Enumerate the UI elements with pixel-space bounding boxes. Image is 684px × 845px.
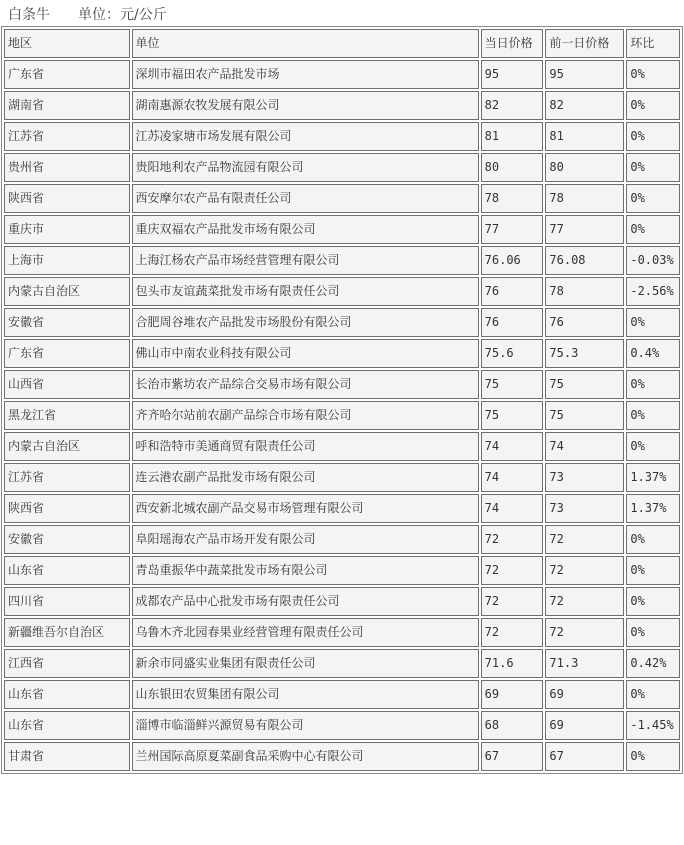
table-row: [4, 215, 680, 244]
column-header-unit: 单位: [132, 29, 479, 58]
cell-current-price: 74: [481, 494, 544, 523]
cell-change: 1.37%: [626, 463, 680, 492]
cell-current-price: 72: [481, 556, 544, 585]
table-row: [4, 525, 680, 554]
cell-change: 0%: [626, 618, 680, 647]
cell-previous-price: 81: [545, 122, 624, 151]
cell-unit: 上海江杨农产品市场经营管理有限公司: [132, 246, 479, 275]
cell-previous-price: 69: [545, 711, 624, 740]
cell-unit: 淄博市临淄鲜兴源贸易有限公司: [132, 711, 479, 740]
table-row: [4, 91, 680, 120]
cell-change: 0%: [626, 308, 680, 337]
cell-current-price: 78: [481, 184, 544, 213]
cell-current-price: 76: [481, 277, 544, 306]
cell-previous-price: 76: [545, 308, 624, 337]
category-label: 白条牛: [8, 7, 50, 23]
cell-unit: 阜阳瑶海农产品市场开发有限公司: [132, 525, 479, 554]
cell-unit: 兰州国际高原夏菜副食品采购中心有限公司: [132, 742, 479, 771]
cell-previous-price: 95: [545, 60, 624, 89]
cell-region: 山东省: [4, 711, 130, 740]
cell-region: 广东省: [4, 339, 130, 368]
cell-current-price: 74: [481, 463, 544, 492]
cell-unit: 山东银田农贸集团有限公司: [132, 680, 479, 709]
table-row: [4, 339, 680, 368]
table-row: [4, 308, 680, 337]
cell-region: 安徽省: [4, 525, 130, 554]
cell-region: 广东省: [4, 60, 130, 89]
cell-change: -0.03%: [626, 246, 680, 275]
cell-unit: 乌鲁木齐北园春果业经营管理有限责任公司: [132, 618, 479, 647]
cell-change: -2.56%: [626, 277, 680, 306]
cell-current-price: 72: [481, 587, 544, 616]
cell-unit: 成都农产品中心批发市场有限责任公司: [132, 587, 479, 616]
table-header-row: [4, 29, 680, 58]
table-row: [4, 277, 680, 306]
cell-region: 江西省: [4, 649, 130, 678]
cell-previous-price: 75: [545, 401, 624, 430]
cell-region: 陕西省: [4, 184, 130, 213]
cell-region: 重庆市: [4, 215, 130, 244]
table-row: [4, 711, 680, 740]
cell-previous-price: 75.3: [545, 339, 624, 368]
table-row: [4, 587, 680, 616]
cell-previous-price: 77: [545, 215, 624, 244]
cell-previous-price: 80: [545, 153, 624, 182]
table-row: [4, 153, 680, 182]
cell-region: 内蒙古自治区: [4, 277, 130, 306]
column-header-current-price: 当日价格: [481, 29, 544, 58]
cell-current-price: 72: [481, 525, 544, 554]
cell-region: 江苏省: [4, 463, 130, 492]
cell-region: 山西省: [4, 370, 130, 399]
cell-unit: 连云港农副产品批发市场有限公司: [132, 463, 479, 492]
cell-current-price: 82: [481, 91, 544, 120]
table-row: [4, 122, 680, 151]
cell-current-price: 74: [481, 432, 544, 461]
cell-region: 江苏省: [4, 122, 130, 151]
cell-current-price: 72: [481, 618, 544, 647]
cell-current-price: 95: [481, 60, 544, 89]
table-row: [4, 494, 680, 523]
cell-unit: 佛山市中南农业科技有限公司: [132, 339, 479, 368]
cell-unit: 合肥周谷堆农产品批发市场股份有限公司: [132, 308, 479, 337]
cell-previous-price: 72: [545, 587, 624, 616]
cell-current-price: 71.6: [481, 649, 544, 678]
table-row: [4, 556, 680, 585]
cell-region: 四川省: [4, 587, 130, 616]
cell-change: 0%: [626, 742, 680, 771]
cell-region: 陕西省: [4, 494, 130, 523]
cell-current-price: 75: [481, 401, 544, 430]
cell-current-price: 80: [481, 153, 544, 182]
cell-change: 0%: [626, 587, 680, 616]
cell-change: 0%: [626, 525, 680, 554]
cell-region: 上海市: [4, 246, 130, 275]
cell-region: 山东省: [4, 680, 130, 709]
column-header-region: 地区: [4, 29, 130, 58]
cell-current-price: 76: [481, 308, 544, 337]
cell-change: 0%: [626, 184, 680, 213]
price-table: [1, 26, 683, 774]
table-row: [4, 618, 680, 647]
table-row: [4, 370, 680, 399]
cell-previous-price: 75: [545, 370, 624, 399]
cell-region: 安徽省: [4, 308, 130, 337]
table-caption: [8, 4, 167, 26]
column-header-change: 环比: [626, 29, 680, 58]
table-row: [4, 463, 680, 492]
cell-change: 1.37%: [626, 494, 680, 523]
table-row: [4, 246, 680, 275]
cell-change: 0%: [626, 60, 680, 89]
cell-change: 0%: [626, 370, 680, 399]
cell-previous-price: 78: [545, 184, 624, 213]
cell-change: 0%: [626, 556, 680, 585]
cell-current-price: 75.6: [481, 339, 544, 368]
table-row: [4, 60, 680, 89]
cell-current-price: 69: [481, 680, 544, 709]
cell-unit: 新余市同盛实业集团有限责任公司: [132, 649, 479, 678]
cell-unit: 西安摩尔农产品有限责任公司: [132, 184, 479, 213]
cell-unit: 深圳市福田农产品批发市场: [132, 60, 479, 89]
cell-current-price: 67: [481, 742, 544, 771]
cell-previous-price: 73: [545, 463, 624, 492]
cell-unit: 贵阳地利农产品物流园有限公司: [132, 153, 479, 182]
cell-region: 甘肃省: [4, 742, 130, 771]
cell-region: 山东省: [4, 556, 130, 585]
unit-label: 单位：元/公斤: [78, 7, 167, 23]
column-header-previous-price: 前一日价格: [545, 29, 624, 58]
cell-change: 0.42%: [626, 649, 680, 678]
cell-unit: 长治市紫坊农产品综合交易市场有限公司: [132, 370, 479, 399]
cell-change: 0%: [626, 153, 680, 182]
cell-unit: 青岛重振华中蔬菜批发市场有限公司: [132, 556, 479, 585]
cell-unit: 齐齐哈尔站前农副产品综合市场有限公司: [132, 401, 479, 430]
table-row: [4, 184, 680, 213]
cell-change: 0%: [626, 122, 680, 151]
table-row: [4, 680, 680, 709]
cell-region: 新疆维吾尔自治区: [4, 618, 130, 647]
cell-change: 0%: [626, 401, 680, 430]
cell-current-price: 77: [481, 215, 544, 244]
cell-region: 黑龙江省: [4, 401, 130, 430]
table-row: [4, 649, 680, 678]
cell-region: 湖南省: [4, 91, 130, 120]
cell-previous-price: 73: [545, 494, 624, 523]
cell-current-price: 75: [481, 370, 544, 399]
cell-unit: 重庆双福农产品批发市场有限公司: [132, 215, 479, 244]
cell-unit: 江苏凌家塘市场发展有限公司: [132, 122, 479, 151]
cell-current-price: 76.06: [481, 246, 544, 275]
cell-change: 0.4%: [626, 339, 680, 368]
cell-previous-price: 67: [545, 742, 624, 771]
cell-previous-price: 82: [545, 91, 624, 120]
cell-region: 贵州省: [4, 153, 130, 182]
table-row: [4, 401, 680, 430]
cell-unit: 西安新北城农副产品交易市场管理有限公司: [132, 494, 479, 523]
cell-previous-price: 72: [545, 618, 624, 647]
cell-change: 0%: [626, 91, 680, 120]
cell-previous-price: 72: [545, 525, 624, 554]
cell-region: 内蒙古自治区: [4, 432, 130, 461]
cell-previous-price: 78: [545, 277, 624, 306]
cell-change: 0%: [626, 680, 680, 709]
cell-unit: 呼和浩特市美通商贸有限责任公司: [132, 432, 479, 461]
cell-unit: 湖南惠源农牧发展有限公司: [132, 91, 479, 120]
cell-change: 0%: [626, 432, 680, 461]
cell-unit: 包头市友谊蔬菜批发市场有限责任公司: [132, 277, 479, 306]
cell-previous-price: 69: [545, 680, 624, 709]
cell-previous-price: 71.3: [545, 649, 624, 678]
table-row: [4, 742, 680, 771]
cell-current-price: 68: [481, 711, 544, 740]
cell-previous-price: 74: [545, 432, 624, 461]
table-row: [4, 432, 680, 461]
cell-previous-price: 76.08: [545, 246, 624, 275]
cell-change: 0%: [626, 215, 680, 244]
cell-current-price: 81: [481, 122, 544, 151]
cell-previous-price: 72: [545, 556, 624, 585]
cell-change: -1.45%: [626, 711, 680, 740]
